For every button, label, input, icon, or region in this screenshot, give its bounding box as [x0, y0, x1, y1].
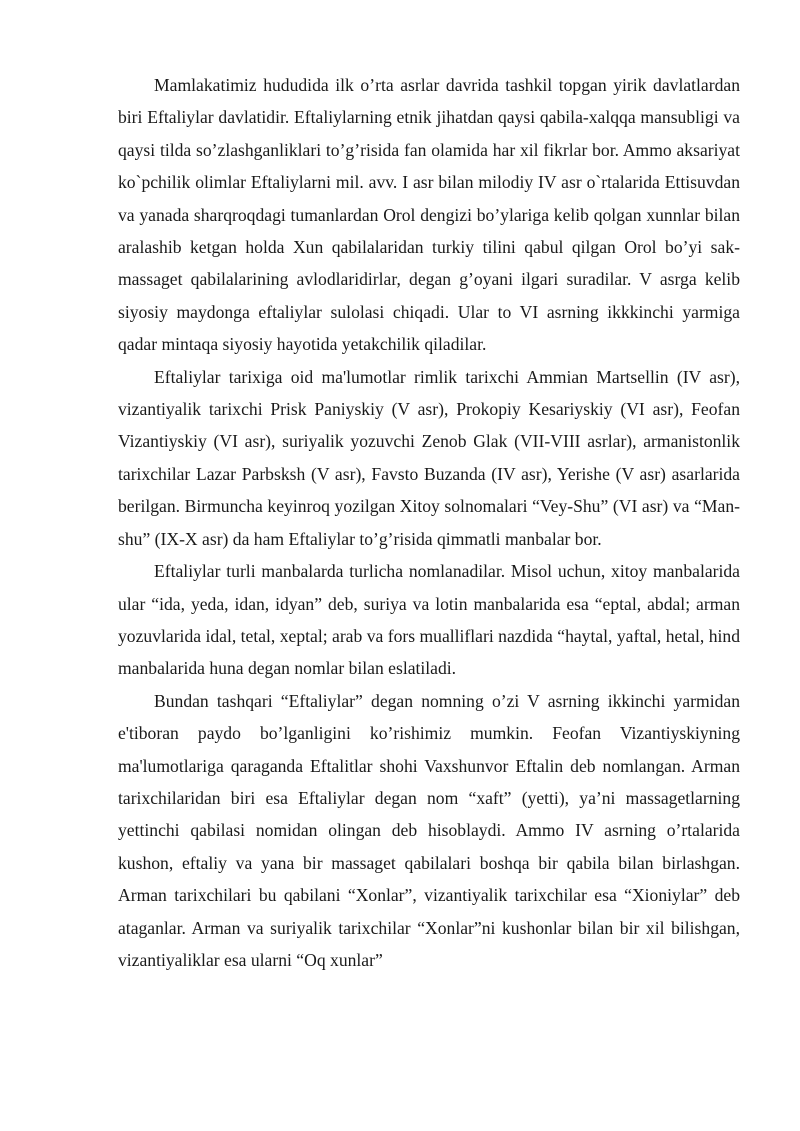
- document-page: [118, 69, 740, 976]
- paragraph-4: Bundan tashqari “Eftaliylar” degan nomning o’zi V asrning ikkinchi yarmidan e'tiboran paydo bo’lganligini ko’rishimiz mumkin. Feofan Vizantiyskiyning ma'lumotlariga qaraganda Eftalitlar shohi Vaxshunvor Eftalin deb nomlangan. Arman tarixchilaridan biri esa Eftaliylar degan nom “xaft” (yetti), ya’ni massagetlarning yettinchi qabilasi nomidan olingan deb hisoblaydi. Ammo IV asrning o’rtalarida kushon, eftaliy va yana bir massaget qabilalari boshqa bir qabila bilan birlashgan. Arman tarixchilari bu qabilani “Xonlar”, vizantiyalik tarixchilar esa “Xioniylar” deb ataganlar. Arman va suriyalik tarixchilar “Xonlar”ni kushonlar bilan bir xil bilishgan, vizantiyaliklar esa ularni “Oq xunlar”: [118, 690, 740, 970]
- paragraph-2: Eftaliylar tarixiga oid ma'lumotlar rimlik tarixchi Ammian Martsellin (IV asr), vizantiyalik tarixchi Prisk Paniyskiy (V asr), Prokopiy Kesariyskiy (VI asr), Feofan Vizantiyskiy (VI asr), suriyalik yozuvchi Zenob Glak (VII-VIII asrlar), armanistonlik tarixchilar Lazar Parbsksh (V asr), Favsto Buzanda (IV asr), Yerishe (V asr) asarlarida berilgan. Birmuncha keyinroq yozilgan Xitoy solnomalari “Vey-Shu” (VI asr) va “Man-shu” (IX-X asr) da ham Eftaliylar to’g’risida qimmatli manbalar bor.: [118, 366, 740, 549]
- paragraph-1: Mamlakatimiz hududida ilk o’rta asrlar davrida tashkil topgan yirik davlatlardan biri Eftaliylar davlatidir. Eftaliylarning etnik jihatdan qaysi qabila-xalqqa mansubligi va qaysi tilda so’zlashganliklari to’g’risida fan olamida har xil fikrlar bor. Ammo aksariyat ko`pchilik olimlar Eftaliylarni mil. avv. I asr bilan milodiy IV asr o`rtalarida Ettisuvdan va yanada sharqroqdagi tumanlardan Orol dengizi bo’ylariga kelib qolgan xunnlar bilan aralashib ketgan holda Xun qabilalaridan turkiy tilini qabul qilgan Orol bo’yi sak-massaget qabilalarining avlodlaridirlar, degan g’oyani ilgari suradilar. V asrga kelib siyosiy maydonga eftaliylar sulolasi chiqadi. Ular to VI asrning ikkkinchi yarmiga qadar mintaqa siyosiy hayotida yetakchilik qiladilar.: [118, 75, 740, 355]
- paragraph-3: Eftaliylar turli manbalarda turlicha nomlanadilar. Misol uchun, xitoy manbalarida ular “ida, yeda, idan, idyan” deb, suriya va lotin manbalarida esa “eptal, abdal; arman yozuvlarida idal, tetal, xeptal; arab va fors mualliflari nazdida “haytal, yaftal, hetal, hind manbalarida huna degan nomlar bilan eslatiladi.: [118, 561, 740, 679]
